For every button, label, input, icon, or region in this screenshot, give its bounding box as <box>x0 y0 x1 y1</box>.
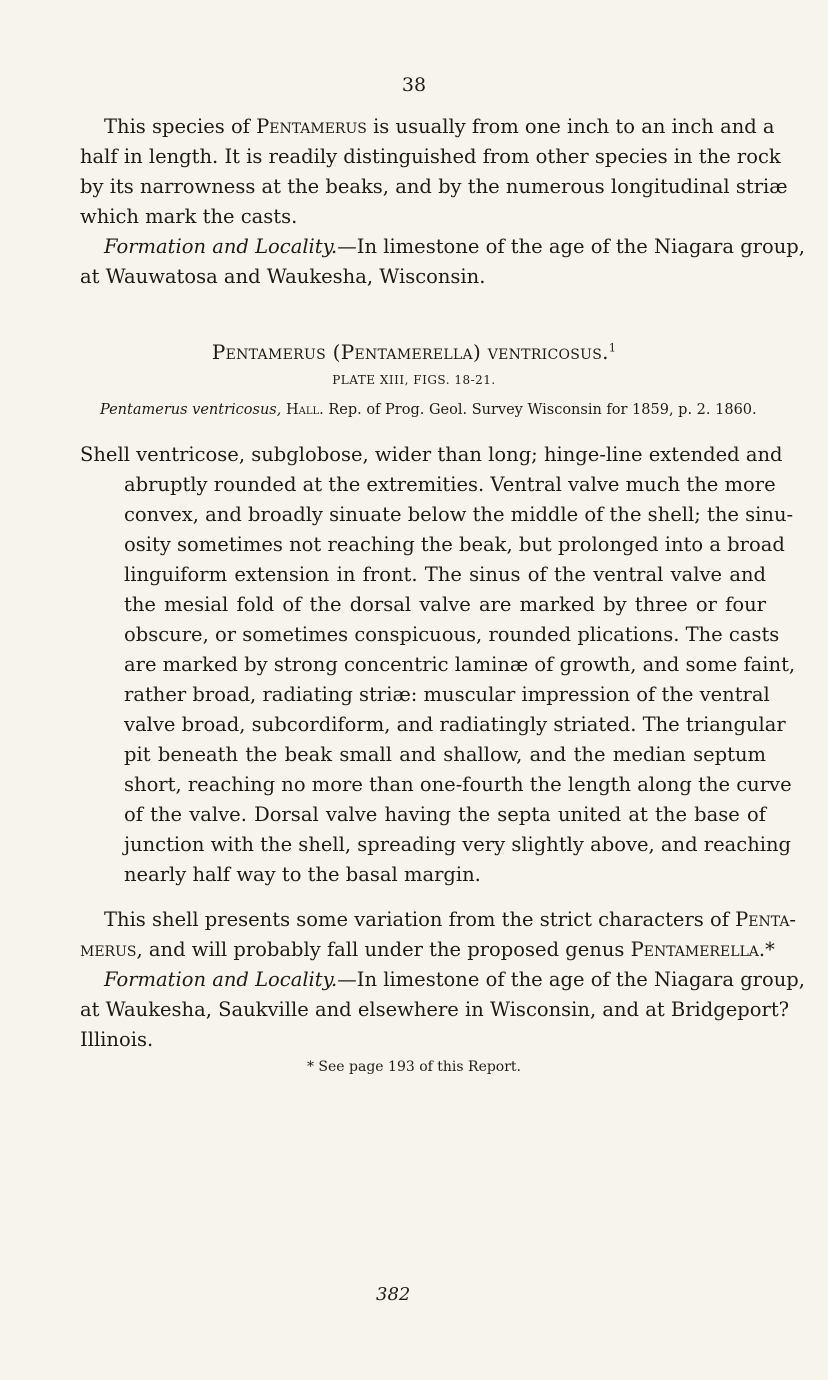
formation-label: Formation and Locality. <box>104 968 338 991</box>
handwritten-page-number: 382 <box>376 1284 411 1305</box>
description-paragraph <box>80 440 796 890</box>
intro-paragraph <box>80 112 805 292</box>
footnote-marker: .* <box>758 938 775 961</box>
plate-reference: PLATE XIII, FIGS. 18-21. <box>332 373 496 387</box>
remark-line-1 <box>80 905 797 935</box>
remark-line-2 <box>80 935 775 965</box>
formation-text: —In limestone of the age of the Niagara group, <box>337 968 805 991</box>
description-line: convex, and broadly sinuate below the middle of the shell; the sinu- <box>124 503 794 526</box>
citation-author: Hall. <box>281 402 324 418</box>
remark-paragraph <box>80 905 805 1055</box>
footnote: * See page 193 of this Report. <box>306 1059 522 1075</box>
section-formation-line-2: at Waukesha, Saukville and elsewhere in Wisconsin, and at Bridgeport? <box>80 998 790 1021</box>
formation-text: —In limestone of the age of the Niagara group, <box>337 235 805 258</box>
section-title <box>0 340 828 364</box>
description-line: linguiform extension in front. The sinus of the ventral valve and <box>124 563 766 586</box>
description-indent <box>80 470 796 890</box>
description-line: pit beneath the beak small and shallow, and the median septum <box>124 743 766 766</box>
description-line: nearly half way to the basal margin. <box>124 863 481 886</box>
description-line: valve broad, subcordiform, and radiatingly striated. The triangular <box>124 713 786 736</box>
remark-text: , and will probably fall under the proposed genus <box>136 938 631 961</box>
intro-line-2: half in length. It is readily distinguished from other species in the rock <box>80 145 781 168</box>
citation-source: Rep. of Prog. Geol. Survey Wisconsin for 1859, p. 2. 1860. <box>323 402 757 418</box>
citation <box>100 399 780 421</box>
description-line: abruptly rounded at the extremities. Ventral valve much the more <box>124 473 776 496</box>
description-line: Shell ventricose, subglobose, wider than long; hinge-line extended and <box>80 443 783 466</box>
remark-text: This shell presents some variation from the strict characters of <box>104 908 736 931</box>
formation-label: Formation and Locality. <box>104 235 338 258</box>
section-formation-line-1 <box>80 965 805 995</box>
intro-formation-line-2: at Wauwatosa and Waukesha, Wisconsin. <box>80 265 486 288</box>
description-line: are marked by strong concentric laminæ of growth, and some faint, <box>124 653 796 676</box>
genus-name: Penta- <box>735 908 797 931</box>
intro-formation-line-1 <box>80 232 805 262</box>
page-number: 38 <box>401 74 427 96</box>
description-line: of the valve. Dorsal valve having the septa united at the base of <box>124 803 766 826</box>
intro-text: is usually from one inch to an inch and a <box>366 115 775 138</box>
citation-species: Pentamerus ventricosus, <box>100 402 282 418</box>
subgenus-name: Pentamerella <box>630 938 759 961</box>
description-line: obscure, or sometimes conspicuous, rounded plications. The casts <box>124 623 780 646</box>
description-line: the mesial fold of the dorsal valve are marked by three or four <box>124 593 766 616</box>
genus-name: Pentamerus <box>256 115 367 138</box>
intro-text: This species of <box>104 115 257 138</box>
title-mark: 1 <box>608 341 617 355</box>
intro-line-3: by its narrowness at the beaks, and by the numerous longitudinal striæ <box>80 175 788 198</box>
genus-name: merus <box>80 938 137 961</box>
intro-line-4: which mark the casts. <box>80 205 298 228</box>
description-line: short, reaching no more than one-fourth the length along the curve <box>124 773 792 796</box>
section-title-text: Pentamerus (Pentamerella) ventricosus. <box>211 340 609 364</box>
section-formation-line-3: Illinois. <box>80 1028 154 1051</box>
intro-line-1 <box>80 112 775 142</box>
description-line: osity sometimes not reaching the beak, but prolonged into a broad <box>124 533 785 556</box>
description-line: junction with the shell, spreading very slightly above, and reaching <box>124 833 792 856</box>
description-line: rather broad, radiating striæ: muscular impression of the ventral <box>124 683 770 706</box>
